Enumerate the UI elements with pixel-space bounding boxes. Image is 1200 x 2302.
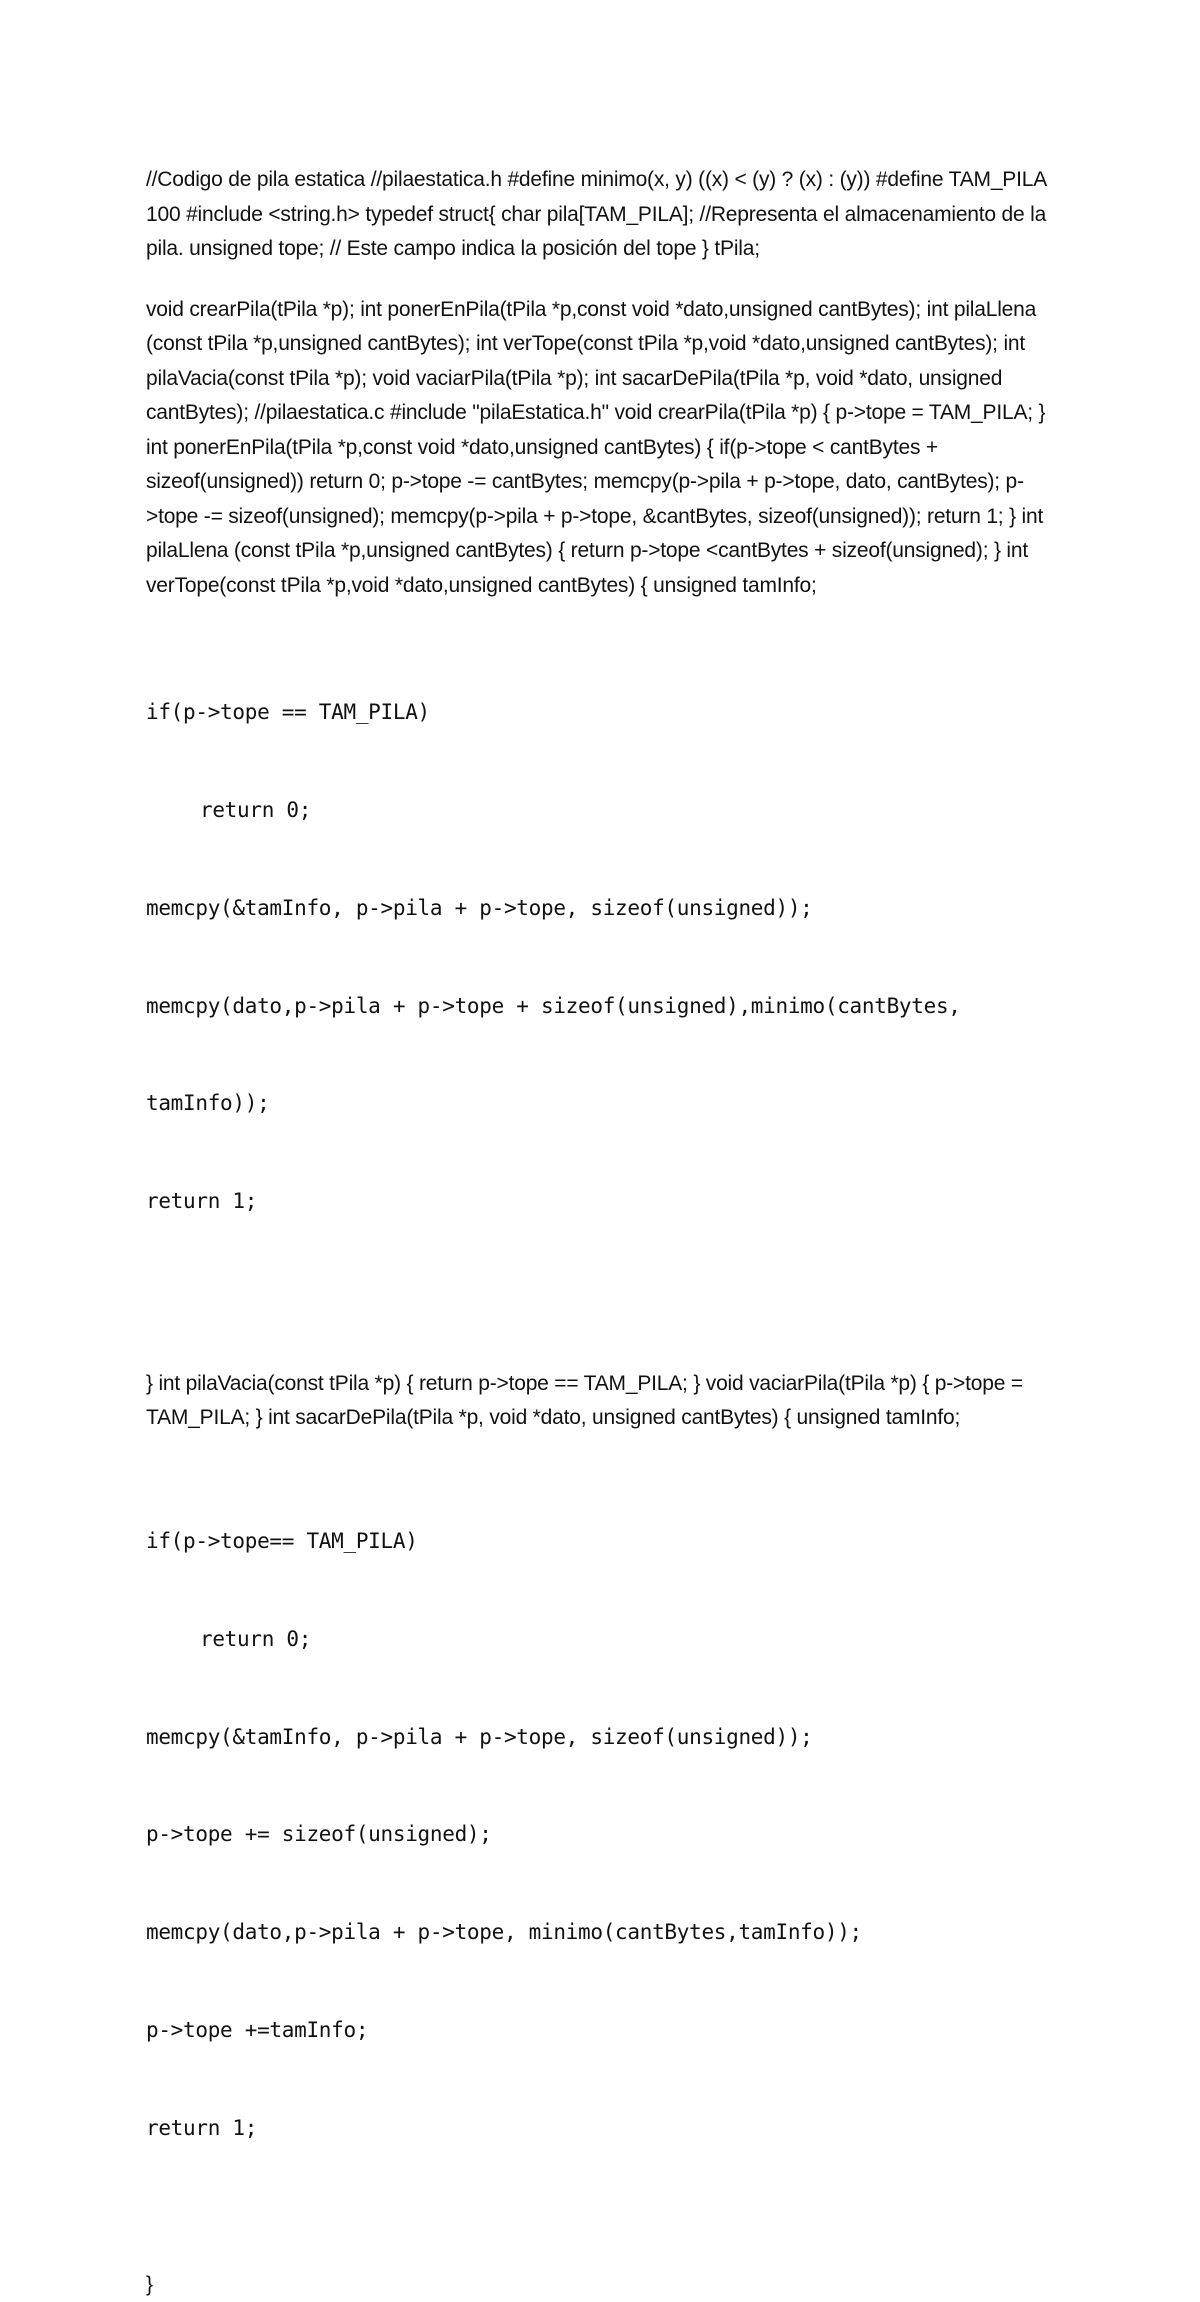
code-line: p->tope +=tamInfo; [146, 2017, 369, 2042]
code-line: if(p->tope == TAM_PILA) [146, 700, 430, 725]
code-line: return 0; [200, 797, 312, 822]
document-page [146, 163, 1066, 2302]
code-line: tamInfo)); [146, 1091, 270, 1116]
paragraph-function-prototypes: void crearPila(tPila *p); int ponerEnPila(tPila *p,const void *dato,unsigned cantBytes); int pilaLlena (const tPila *p,unsigned cantBytes); int verTope(const tPila *p,void *dato,unsigned cantBytes); int pilaVacia(const tPila *p); void vaciarPila(tPila *p); int sacarDePila(tPila *p, void *dato, unsigned cantBytes); //pilaestatica.c #include "pilaEstatica.h" void crearPila(tPila *p) { p->tope = TAM_PILA; } int ponerEnPila(tPila *p,const void *dato,unsigned cantBytes) { if(p->tope < cantBytes + sizeof(unsigned)) return 0; p->tope -= cantBytes; memcpy(p->pila + p->tope, dato, cantBytes); p->tope -= sizeof(unsigned); memcpy(p->pila + p->tope, &cantBytes, sizeof(unsigned)); return 1; } int pilaLlena (const tPila *p,unsigned cantBytes) { return p->tope <cantBytes + sizeof(unsigned); } int verTope(const tPila *p,void *dato,unsigned cantBytes) { unsigned tamInfo; [146, 297, 1046, 597]
paragraph-header-definitions: //Codigo de pila estatica //pilaestatica.h #define minimo(x, y) ((x) < (y) ? (x) : (y)) #define TAM_PILA 100 #include <string.h> typedef struct{ char pila[TAM_PILA]; //Representa el almacenamiento de la pila. unsigned tope; // Este campo indica la posición del tope } tPila; [146, 168, 1047, 260]
code-line: memcpy(&tamInfo, p->pila + p->tope, sizeof(unsigned)); [146, 1724, 813, 1749]
code-block-ver-tope [146, 631, 1066, 1283]
closing-brace: } [146, 2272, 153, 2296]
code-line: p->tope += sizeof(unsigned); [146, 1822, 492, 1847]
code-line: return 1; [146, 2115, 258, 2140]
code-line: memcpy(dato,p->pila + p->tope, minimo(cantBytes,tamInfo)); [146, 1920, 862, 1945]
code-line: memcpy(dato,p->pila + p->tope + sizeof(unsigned),minimo(cantBytes, [146, 993, 961, 1018]
code-line: memcpy(&tamInfo, p->pila + p->tope, sizeof(unsigned)); [146, 895, 813, 920]
code-line: return 0; [200, 1626, 312, 1651]
code-block-sacar-de-pila [146, 1460, 1066, 2210]
paragraph-pila-vacia-sacar: } int pilaVacia(const tPila *p) { return p->tope == TAM_PILA; } void vaciarPila(tPila *p) { p->tope = TAM_PILA; } int sacarDePila(tPila *p, void *dato, unsigned cantBytes) { unsigned tamInfo; [146, 1371, 1023, 1430]
code-line: return 1; [146, 1189, 258, 1214]
code-line: if(p->tope== TAM_PILA) [146, 1529, 418, 1554]
